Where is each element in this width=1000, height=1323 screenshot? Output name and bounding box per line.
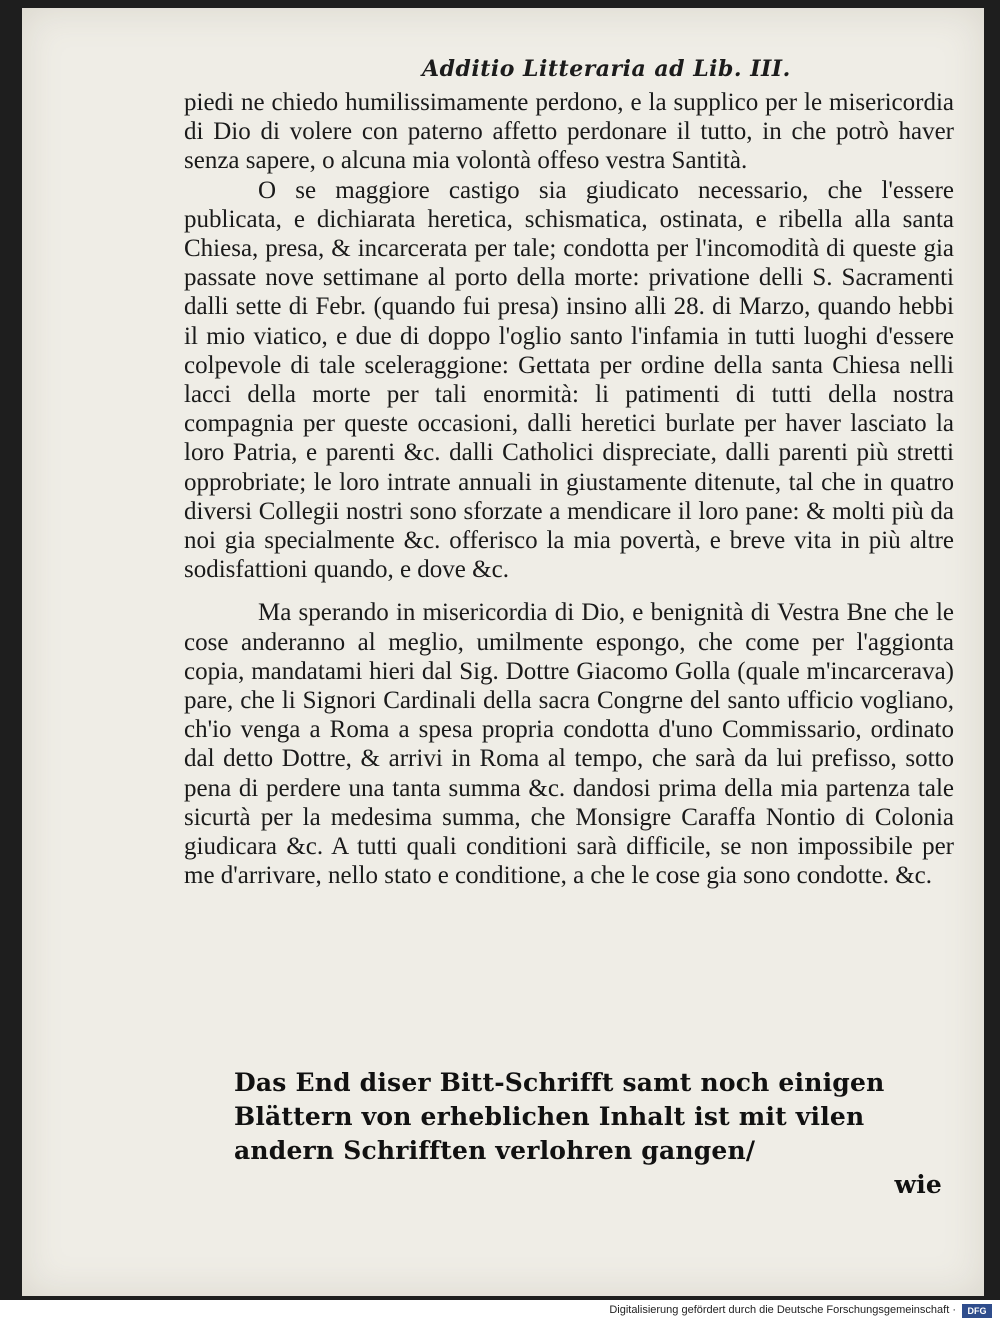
running-title: Additio Litteraria ad Lib. III. (422, 56, 791, 82)
paragraph-2: O se maggiore castigo sia giudicato necessario, che l'essere publicata, e dichiarata heretica, schismatica, ostinata, e ribella alla santa Chiesa, presa, & incarcerata per tale; condotta per l'incomodità di queste gia passate nove settimane al porto della morte: privatione delli S. Sacramenti dalli sette di Febr. (quando fui presa) insino alli 28. di Marzo, quando hebbi il mio viatico, e due di doppo l'oglio santo l'infamia in tutti luoghi d'essere colpevole di tale sceleraggione: Gettata per ordine della santa Chiesa nelli lacci della morte per tali enormità: li patimenti di tutti della nostra compagnia per queste occasioni, dalli heretici burlate per haver lasciato la loro Patria, e parenti &c. dalli Catholici dispreciate, dalli parenti più stretti opprobriate; le loro intrate annuali in giustamente ditenute, tal che in quatro diversi Collegii nostri sono sforzate a mendicare il loro pane: & molti più da noi gia specialmente &c. offerisco la mia povertà, e breve vita in più altre sodisfattioni quando, e dove &c. (184, 176, 954, 584)
paragraph-3: Ma sperando in misericordia di Dio, e benignità di Vestra Bne che le cose anderanno al meglio, umilmente espongo, che come per l'aggionta copia, mandatami hieri dal Sig. Dottre Giacomo Golla (quale m'incarcerava) pare, che li Signori Cardinali della sacra Congrne del santo ufficio vogliano, ch'io venga a Roma a spesa propria condotta d'uno Commissario, ordinato dal detto Dottre, & arrivi in Roma al tempo, che sarà da lui prefisso, sotto pena di perdere una tanta summa &c. dandosi prima della mia partenza tale sicurtà per la medesima summa, che Monsigre Caraffa Nontio di Colonia giudicara &c. A tutti quali conditioni sarà difficile, se non impossibile per me d'arrivare, nello stato e conditione, a che le cose gia sono condotte. &c. (184, 599, 954, 890)
paragraph-1: piedi ne chiedo humilissimamente perdono, e la supplico per le misericordia di Dio di volere con paterno affetto perdonare il tutto, in che potrò haver senza sapere, o alcuna mia volontà offeso vestra Santità. (184, 89, 954, 175)
catchword: wie (894, 1170, 942, 1199)
german-note (234, 1066, 946, 1202)
book-page (22, 8, 984, 1296)
digitization-footer (0, 1300, 1000, 1323)
dfg-credit: Digitalisierung gefördert durch die Deutsche Forschungsgemeinschaft · (609, 1304, 956, 1316)
body-text (184, 88, 954, 890)
german-note-text: Das End diser Bitt-Schrifft samt noch einigen Blättern von erheblichen Inhalt ist mit vilen andern Schrifften verlohren gangen/ (234, 1068, 885, 1165)
dfg-logo-icon: DFG (962, 1304, 992, 1318)
